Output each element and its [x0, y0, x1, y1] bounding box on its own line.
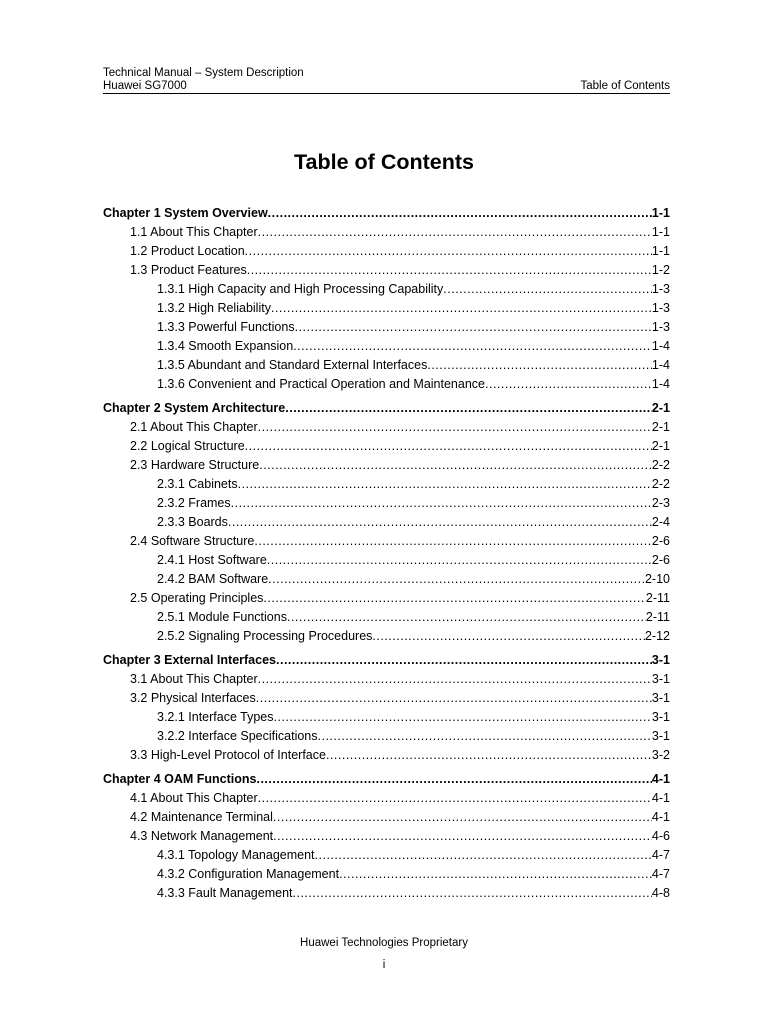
toc-entry-page: 2-11: [645, 591, 670, 605]
header-document-title: Technical Manual – System Description: [103, 67, 304, 79]
toc-entry-title: 1.3.6 Convenient and Practical Operation and Maintenance: [157, 377, 485, 391]
toc-entry-title: 1.3.3 Powerful Functions: [157, 320, 295, 334]
toc-entry-title: 2.4 Software Structure: [130, 534, 255, 548]
toc-entry-title: 1.3 Product Features: [130, 263, 247, 277]
toc-entry-page: 4-6: [651, 829, 670, 843]
toc-entry-title: 3.2.1 Interface Types: [157, 710, 274, 724]
toc-dot-leader: [326, 746, 652, 765]
toc-entry-title: 2.3.1 Cabinets: [157, 477, 238, 491]
toc-entry-title: 2.5 Operating Principles: [130, 591, 264, 605]
toc-dot-leader: [256, 770, 651, 789]
toc-entry-page: 4-7: [651, 848, 670, 862]
toc-entry-title: Chapter 3 External Interfaces: [103, 653, 276, 667]
toc-entry-title: 4.3.3 Fault Management: [157, 886, 293, 900]
toc-entry-page: 3-2: [651, 748, 670, 762]
toc-entry-page: 2-4: [651, 515, 670, 529]
toc-entry-title: Chapter 1 System Overview: [103, 206, 268, 220]
toc-dot-leader: [245, 437, 652, 456]
toc-dot-leader: [427, 356, 652, 375]
toc-dot-leader: [293, 884, 652, 903]
footer-page-number: i: [382, 959, 386, 971]
toc-dot-leader: [258, 223, 652, 242]
toc-entry-page: 1-2: [651, 263, 670, 277]
toc-entry-page: 1-3: [651, 320, 670, 334]
toc-dot-leader: [247, 261, 652, 280]
toc-entry-page: 1-3: [651, 282, 670, 296]
toc-entry-title: 2.3.2 Frames: [157, 496, 231, 510]
toc-dot-leader: [228, 513, 652, 532]
toc-entry-page: 3-1: [651, 710, 670, 724]
toc-dot-leader: [273, 808, 652, 827]
toc-entry-title: 2.4.2 BAM Software: [157, 572, 269, 586]
toc-entry-page: 1-1: [651, 225, 670, 239]
toc-subsection-entry[interactable]: [103, 551, 670, 570]
toc-entry-page: 1-1: [651, 244, 670, 258]
toc-dot-leader: [315, 846, 652, 865]
table-of-contents: [103, 202, 670, 903]
toc-entry-title: 4.3.2 Configuration Management: [157, 867, 340, 881]
toc-entry-title: 2.3 Hardware Structure: [130, 458, 260, 472]
toc-entry-page: 3-1: [651, 653, 670, 667]
toc-dot-leader: [263, 589, 646, 608]
toc-dot-leader: [443, 280, 652, 299]
toc-subsection-entry[interactable]: [103, 608, 670, 627]
toc-subsection-entry[interactable]: [103, 280, 670, 299]
toc-entry-title: 1.3.1 High Capacity and High Processing Capability: [157, 282, 444, 296]
header-product-name: Huawei SG7000: [103, 80, 187, 92]
toc-entry-title: 4.1 About This Chapter: [130, 791, 258, 805]
toc-chapter-entry[interactable]: [103, 399, 670, 418]
toc-section-entry[interactable]: [103, 532, 670, 551]
toc-dot-leader: [287, 608, 646, 627]
toc-entry-page: 2-11: [645, 610, 670, 624]
toc-subsection-entry[interactable]: [103, 299, 670, 318]
toc-entry-title: 4.3 Network Management: [130, 829, 274, 843]
toc-entry-title: 2.1 About This Chapter: [130, 420, 258, 434]
toc-section-entry[interactable]: [103, 589, 670, 608]
toc-entry-page: 4-7: [651, 867, 670, 881]
toc-dot-leader: [271, 299, 652, 318]
toc-entry-page: 2-3: [651, 496, 670, 510]
toc-entry-title: 2.2 Logical Structure: [130, 439, 245, 453]
toc-section-entry[interactable]: [103, 456, 670, 475]
toc-subsection-entry[interactable]: [103, 884, 670, 903]
toc-dot-leader: [258, 418, 652, 437]
toc-dot-leader: [293, 337, 652, 356]
toc-dot-leader: [339, 865, 652, 884]
toc-entry-page: 2-1: [651, 420, 670, 434]
toc-dot-leader: [259, 456, 652, 475]
toc-section-entry[interactable]: [103, 689, 670, 708]
toc-section-entry[interactable]: [103, 670, 670, 689]
toc-dot-leader: [285, 399, 652, 418]
toc-dot-leader: [256, 689, 652, 708]
toc-dot-leader: [274, 708, 652, 727]
toc-entry-page: 1-4: [651, 358, 670, 372]
toc-subsection-entry[interactable]: [103, 627, 670, 646]
toc-subsection-entry[interactable]: [103, 708, 670, 727]
toc-entry-title: 2.5.1 Module Functions: [157, 610, 287, 624]
toc-entry-page: 2-2: [651, 477, 670, 491]
toc-entry-page: 1-4: [651, 339, 670, 353]
toc-entry-page: 3-1: [651, 672, 670, 686]
toc-entry-page: 4-1: [651, 810, 670, 824]
toc-dot-leader: [258, 789, 652, 808]
toc-subsection-entry[interactable]: [103, 337, 670, 356]
toc-dot-leader: [258, 670, 652, 689]
toc-dot-leader: [372, 627, 645, 646]
toc-entry-page: 2-2: [651, 458, 670, 472]
toc-chapter-entry[interactable]: [103, 770, 670, 789]
page-header: [103, 67, 670, 94]
toc-entry-page: 4-1: [651, 791, 670, 805]
toc-subsection-entry[interactable]: [103, 494, 670, 513]
toc-dot-leader: [238, 475, 652, 494]
toc-entry-page: 1-3: [651, 301, 670, 315]
toc-subsection-entry[interactable]: [103, 318, 670, 337]
toc-subsection-entry[interactable]: [103, 375, 670, 394]
toc-entry-title: 2.4.1 Host Software: [157, 553, 267, 567]
toc-entry-title: 1.2 Product Location: [130, 244, 245, 258]
page-title: Table of Contents: [294, 150, 474, 174]
toc-dot-leader: [245, 242, 652, 261]
toc-dot-leader: [276, 651, 652, 670]
toc-entry-title: 2.3.3 Boards: [157, 515, 228, 529]
toc-subsection-entry[interactable]: [103, 570, 670, 589]
toc-subsection-entry[interactable]: [103, 727, 670, 746]
toc-section-entry[interactable]: [103, 437, 670, 456]
toc-entry-page: 4-8: [651, 886, 670, 900]
toc-dot-leader: [318, 727, 652, 746]
toc-entry-title: 2.5.2 Signaling Processing Procedures: [157, 629, 373, 643]
toc-chapter-entry[interactable]: [103, 651, 670, 670]
toc-section-entry[interactable]: [103, 789, 670, 808]
toc-entry-title: 1.3.4 Smooth Expansion: [157, 339, 294, 353]
toc-entry-page: 1-1: [651, 206, 670, 220]
toc-subsection-entry[interactable]: [103, 475, 670, 494]
toc-entry-title: 4.3.1 Topology Management: [157, 848, 315, 862]
toc-section-entry[interactable]: [103, 223, 670, 242]
toc-subsection-entry[interactable]: [103, 513, 670, 532]
toc-entry-title: Chapter 4 OAM Functions: [103, 772, 257, 786]
toc-dot-leader: [254, 532, 652, 551]
toc-entry-page: 3-1: [651, 691, 670, 705]
toc-subsection-entry[interactable]: [103, 865, 670, 884]
toc-entry-title: 3.3 High-Level Protocol of Interface: [130, 748, 326, 762]
toc-section-entry[interactable]: [103, 827, 670, 846]
toc-dot-leader: [231, 494, 652, 513]
toc-dot-leader: [268, 570, 645, 589]
toc-section-entry[interactable]: [103, 242, 670, 261]
toc-entry-title: 3.2.2 Interface Specifications: [157, 729, 318, 743]
footer-company: Huawei Technologies Proprietary: [300, 937, 468, 949]
toc-dot-leader: [273, 827, 652, 846]
toc-entry-title: 3.1 About This Chapter: [130, 672, 258, 686]
toc-entry-title: 1.1 About This Chapter: [130, 225, 258, 239]
toc-section-entry[interactable]: [103, 261, 670, 280]
toc-entry-page: 2-1: [651, 439, 670, 453]
toc-entry-page: 2-6: [651, 553, 670, 567]
toc-dot-leader: [295, 318, 652, 337]
toc-entry-page: 4-1: [651, 772, 670, 786]
toc-entry-page: 2-1: [651, 401, 670, 415]
toc-section-entry[interactable]: [103, 746, 670, 765]
toc-entry-title: 4.2 Maintenance Terminal: [130, 810, 273, 824]
toc-entry-page: 2-12: [644, 629, 670, 643]
toc-entry-page: 1-4: [651, 377, 670, 391]
toc-entry-page: 2-10: [644, 572, 670, 586]
toc-entry-page: 3-1: [651, 729, 670, 743]
toc-subsection-entry[interactable]: [103, 846, 670, 865]
toc-dot-leader: [268, 204, 652, 223]
toc-subsection-entry[interactable]: [103, 356, 670, 375]
toc-entry-page: 2-6: [651, 534, 670, 548]
toc-entry-title: 1.3.2 High Reliability: [157, 301, 271, 315]
toc-entry-title: 1.3.5 Abundant and Standard External Interfaces: [157, 358, 428, 372]
toc-section-entry[interactable]: [103, 808, 670, 827]
header-section-name: Table of Contents: [580, 80, 670, 92]
toc-chapter-entry[interactable]: [103, 204, 670, 223]
toc-section-entry[interactable]: [103, 418, 670, 437]
toc-dot-leader: [267, 551, 652, 570]
toc-entry-title: 3.2 Physical Interfaces: [130, 691, 256, 705]
toc-dot-leader: [485, 375, 652, 394]
toc-entry-title: Chapter 2 System Architecture: [103, 401, 286, 415]
